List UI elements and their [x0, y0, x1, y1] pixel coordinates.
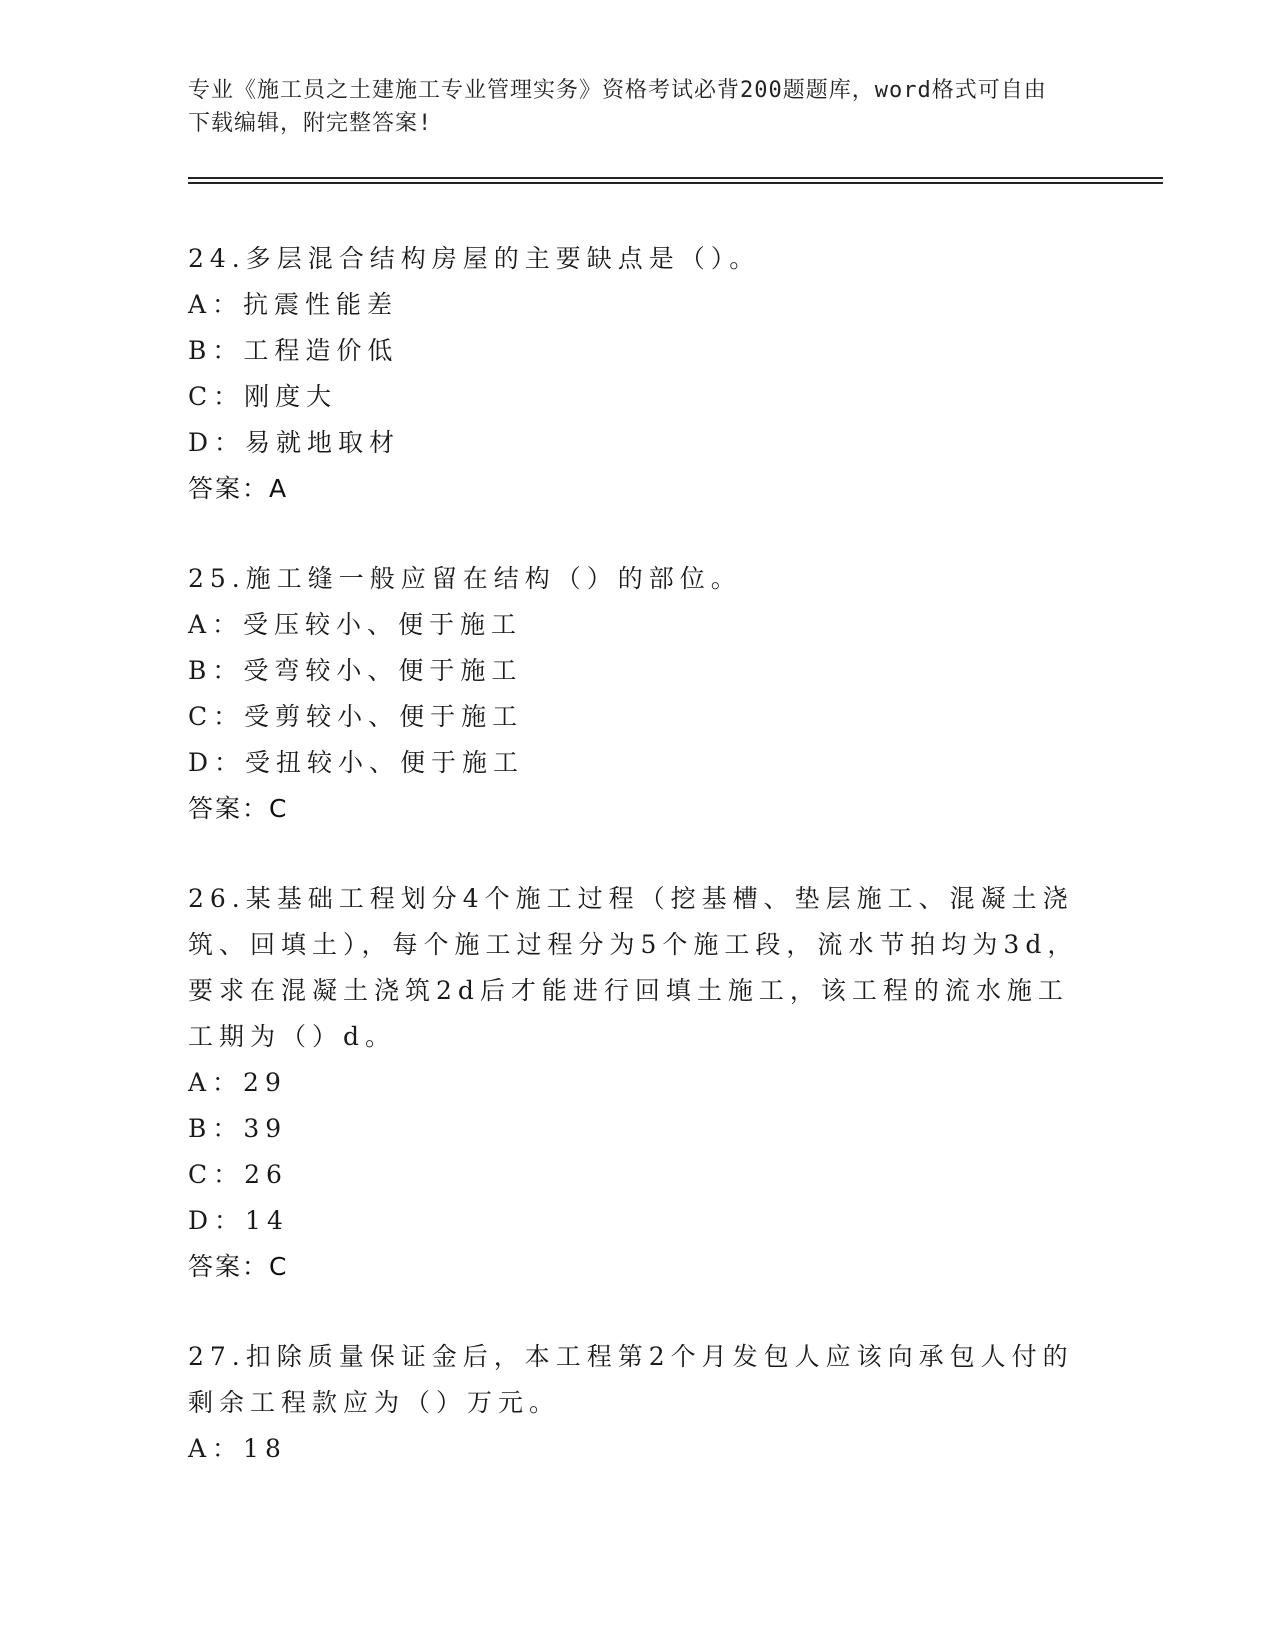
document-header: 专业《施工员之土建施工专业管理实务》资格考试必背200题题库，word格式可自由下载编辑，附完整答案! [188, 78, 1047, 136]
option-a: A：29 [188, 1068, 287, 1097]
question-24 [188, 236, 1088, 512]
answer: 答案：C [188, 794, 289, 823]
question-stem: 24.多层混合结构房屋的主要缺点是（）。 [188, 244, 761, 273]
answer: 答案：C [188, 1252, 289, 1281]
option-d: D：受扭较小、便于施工 [188, 748, 525, 777]
option-a: A：抗震性能差 [188, 290, 399, 319]
question-stem: 26.某基础工程划分4个施工过程（挖基槽、垫层施工、混凝土浇筑、回填土），每个施工过程分为5个施工段，流水节拍均为3d，要求在混凝土浇筑2d后才能进行回填土施工，该工程的流水施工工期为（）d。 [188, 884, 1079, 1051]
option-d: D：易就地取材 [188, 428, 401, 457]
option-c: C：刚度大 [188, 382, 338, 411]
question-stem: 27.扣除质量保证金后，本工程第2个月发包人应该向承包人付的剩余工程款应为（）万元。 [188, 1342, 1074, 1417]
option-d: D：14 [188, 1206, 289, 1235]
option-b: B：工程造价低 [188, 336, 399, 365]
question-27 [188, 1334, 1088, 1472]
option-c: C：26 [188, 1160, 288, 1189]
header-divider-bottom [188, 182, 1163, 184]
option-b: B：受弯较小、便于施工 [188, 656, 523, 685]
header-divider-top [188, 177, 1163, 179]
option-b: B：39 [188, 1114, 288, 1143]
option-a: A：18 [188, 1434, 287, 1463]
question-list [188, 236, 1088, 1516]
question-26 [188, 876, 1088, 1290]
option-a: A：受压较小、便于施工 [188, 610, 523, 639]
answer: 答案：A [188, 474, 289, 503]
question-25 [188, 556, 1088, 832]
option-c: C：受剪较小、便于施工 [188, 702, 524, 731]
question-stem: 25.施工缝一般应留在结构（）的部位。 [188, 564, 742, 593]
